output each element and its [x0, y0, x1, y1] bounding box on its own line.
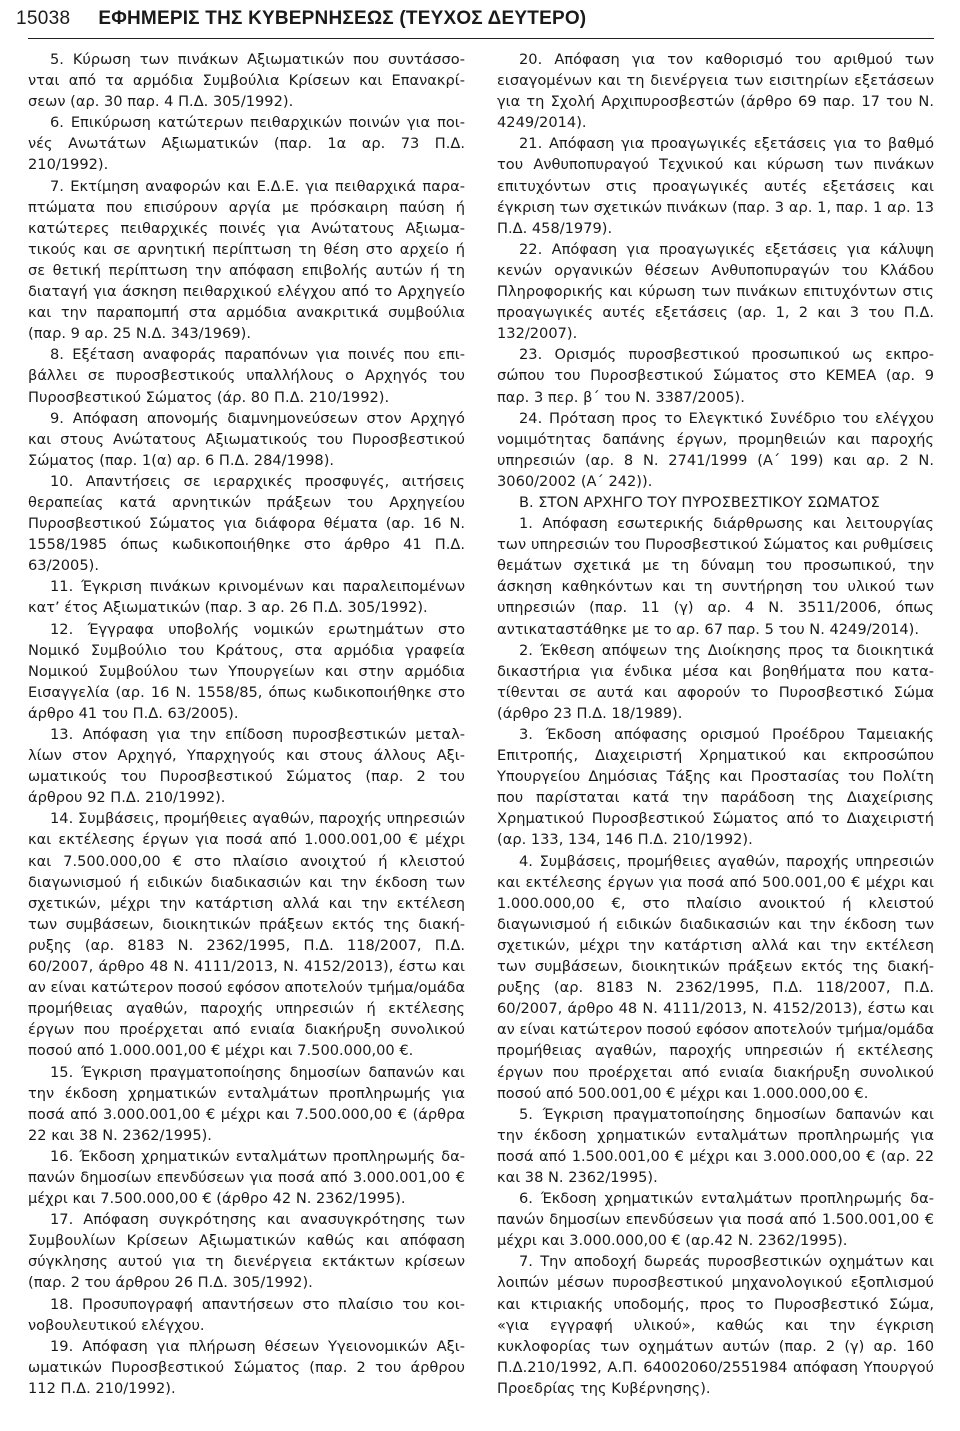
paragraph: 8. Εξέταση αναφοράς παραπόνων για ποινές που επιβάλλει σε πυροσβεστικούς υπαλλήλους ο Αρχηγός του Πυροσβεστικού Σώματος (άρ. 80 Π.Δ. 210/1992). — [28, 346, 465, 406]
paragraph: 24. Πρόταση προς το Ελεγκτικό Συνέδριο του ελέγχου νομιμότητας δαπάνης έργων, προμηθειών και παροχής υπηρεσιών (αρ. 8 Ν. 2741/1999 (Α΄ 199) και αρ. 2 Ν. 3060/2002 (Α΄ 242)). — [497, 409, 934, 490]
paragraph: 7. Την αποδοχή δωρεάς πυροσβεστικών οχημάτων και λοιπών μέσων πυροσβεστικού μηχανολογικού εξοπλισμού και κτιριακής υποδομής, προς το Πυροσβεστικό Σώμα, «για εγγραφή υλικού», καθώς και την έγκριση κυκλοφορίας των οχημάτων αυτών (παρ. 2 (γ) αρ. 160 Π.Δ.210/1992, Α.Π. 64002060/2551984 απόφαση Υπουργού Προεδρίας της Κυβέρνησης). — [497, 1253, 934, 1397]
page-number: 15038 — [16, 8, 71, 29]
paragraph: 13. Απόφαση για την επίδοση πυροσβεστικών μεταλλίων στον Αρχηγό, Υπαρχηγούς και στους άλλους Αξιωματικούς του Πυροσβεστικού Σώματος (παρ. 2 του άρθρου 92 Π.Δ. 210/1992). — [28, 726, 465, 807]
paragraph: 21. Απόφαση για προαγωγικές εξετάσεις για το βαθμό του Ανθυποπυραγού Τεχνικού και κύρωση των πινάκων επιτυχόντων στις προαγωγικές αυτές εξετάσεις και έγκριση των σχετικών πινάκων (παρ. 3 αρ. 1, παρ. 1 αρ. 13 Π.Δ. 458/1979). — [497, 135, 934, 237]
paragraph: 1. Απόφαση εσωτερικής διάρθρωσης και λειτουργίας των υπηρεσιών του Πυροσβεστικού Σώματος και ρυθμίσεις θεμάτων σχετικά με τη δύναμη του προσωπικού, την άσκηση καθηκόντων και τη συντήρηση του υλικού των υπηρεσιών (παρ. 11 (γ) αρ. 4 Ν. 3511/2006, όπως αντικαταστάθηκε με το αρ. 67 παρ. 5 του Ν. 4249/2014). — [497, 515, 934, 638]
paragraph: 5. Κύρωση των πινάκων Αξιωματικών που συντάσσονται από τα αρμόδια Συμβούλια Κρίσεων και Επανακρίσεων (αρ. 30 παρ. 4 Π.Δ. 305/1992). — [28, 51, 465, 111]
paragraph: 2. Έκθεση απόψεων της Διοίκησης προς τα διοικητικά δικαστήρια για ένδικα μέσα και βοηθήματα που κατατίθενται σε αυτά και αφορούν το Πυροσβεστικό Σώμα (άρθρο 23 Π.Δ. 18/1989). — [497, 641, 934, 722]
section-heading: Β. ΣΤΟΝ ΑΡΧΗΓΟ ΤΟΥ ΠΥΡΟΣΒΕΣΤΙΚΟΥ ΣΩΜΑΤΟΣ — [519, 493, 880, 511]
paragraph: 12. Έγγραφα υποβολής νομικών ερωτημάτων στο Νομικό Συμβούλιο του Κράτους, στα αρμόδια γραφεία Νομικού Συμβούλου των Υπουργείων και στην αρμόδια Εισαγγελία (αρ. 16 Ν. 1558/85, όπως κωδικοποιήθηκε στο άρθρο 41 του Π.Δ. 63/2005). — [28, 620, 465, 722]
paragraph: 4. Συμβάσεις, προμήθειες αγαθών, παροχής υπηρεσιών και εκτέλεσης έργων για ποσά από 500.001,00 € μέχρι και 1.000.000,00 €, στο πλαίσιο ανοικτού ή κλειστού διαγωνισμού ή ειδικών διαδικασιών και την έκδοση των σχετικών, μέχρι την κατάρτιση αλλά και την εκτέλεση των συμβάσεων, διοικητικών πράξεων εκτός της διακήρυξης (αρ. 8183 Ν. 2362/1995, Π.Δ. 118/2007, Π.Δ. 60/2007, άρθρο 48 Ν. 4111/2013, Ν. 4152/2013), έστω και αν είναι κατώτερον ποσού εφόσον αποτελούν τμήμα/ομάδα προμήθειας αγαθών, παροχής υπηρεσιών ή εκτέλεσης έργων που προέρχεται από ενιαία διακήρυξη συνολικού ποσού από 500.001,00 € μέχρι και 1.000.000,00 €. — [497, 852, 934, 1102]
paragraph: 10. Απαντήσεις σε ιεραρχικές προσφυγές, αιτήσεις θεραπείας κατά αρνητικών πράξεων του Αρχηγείου Πυροσβεστικού Σώματος για διάφορα θέματα (αρ. 16 Ν. 1558/1985 όπως κωδικοποιήθηκε στο άρθρο 41 Π.Δ. 63/2005). — [28, 472, 465, 575]
paragraph: 3. Έκδοση απόφασης ορισμού Προέδρου Ταμειακής Επιτροπής, Διαχειριστή Χρηματικού και εκπροσώπου Υπουργείου Δημόσιας Τάξης και Προστασίας του Πολίτη που παρίσταται κατά την παράδοση της Διαχείρισης Χρηματικού Πυροσβεστικού Σώματος από το Διαχειριστή (αρ. 133, 134, 146 Π.Δ. 210/1992). — [497, 726, 934, 849]
paragraph: 5. Έγκριση πραγματοποίησης δημοσίων δαπανών και την έκδοση χρηματικών ενταλμάτων προπληρωμής για ποσά από 1.500.001,00 € μέχρι και 3.000.000,00 € (αρ. 22 και 38 Ν. 2362/1995). — [497, 1105, 934, 1186]
right-column — [497, 49, 934, 1399]
paragraph: 20. Απόφαση για τον καθορισμό του αριθμού των εισαγομένων και τη διενέργεια των εισιτηρίων εξετάσεων για τη Σχολή Αρχιπυροσβεστών (άρθρο 69 παρ. 17 του Ν. 4249/2014). — [497, 51, 934, 132]
paragraph: 9. Απόφαση απονομής διαμνημονεύσεων στον Αρχηγό και στους Ανώτατους Αξιωματικούς του Πυροσβεστικού Σώματος (παρ. 1(α) αρ. 6 Π.Δ. 284/1998). — [28, 409, 465, 469]
paragraph: 14. Συμβάσεις, προμήθειες αγαθών, παροχής υπηρεσιών και εκτέλεσης έργων για ποσά από 1.000.001,00 € μέχρι και 7.500.000,00 € στο πλαίσιο ανοιχτού ή κλειστού διαγωνισμού ή ειδικών διαδικασιών και την έκδοση των σχετικών, μέχρι την κατάρτιση αλλά και την εκτέλεση των συμβάσεων, διοικητικών πράξεων εκτός της διακήρυξης (αρ. 8183 Ν. 2362/1995, Π.Δ. 118/2007, Π.Δ. 60/2007, άρθρο 48 Ν. 4111/2013, Ν. 4152/2013), έστω και αν είναι κατώτερον ποσού εφόσον αποτελούν τμήμα/ομάδα προμήθειας αγαθών, παροχής υπηρεσιών ή εκτέλεσης έργων που προέρχεται από ενιαία διακήρυξη συνολικού ποσού από 1.000.001,00 € μέχρι και 7.500.000,00 €. — [28, 810, 465, 1060]
text-columns — [28, 49, 934, 1399]
paragraph: 6. Επικύρωση κατώτερων πειθαρχικών ποινών για ποινές Ανωτάτων Αξιωματικών (παρ. 1α αρ. 73 Π.Δ. 210/1992). — [28, 114, 465, 174]
paragraph: 18. Προσυπογραφή απαντήσεων στο πλαίσιο του κοινοβουλευτικού ελέγχου. — [28, 1295, 465, 1334]
paragraph: 16. Έκδοση χρηματικών ενταλμάτων προπληρωμής δαπανών δημοσίων επενδύσεων για ποσά από 3.000.001,00 € μέχρι και 7.500.000,00 € (άρθρο 42 Ν. 2362/1995). — [28, 1147, 465, 1208]
paragraph: 22. Απόφαση για προαγωγικές εξετάσεις για κάλυψη κενών οργανικών θέσεων Ανθυποπυραγών του Κλάδου Πληροφορικής και κύρωση των πινάκων επιτυχόντων στις προαγωγικές αυτές εξετάσεις (αρ. 1, 2 και 3 του Π.Δ. 132/2007). — [497, 240, 934, 343]
page-header — [16, 0, 934, 39]
paragraph: 17. Απόφαση συγκρότησης και ανασυγκρότησης των Συμβουλίων Κρίσεων Αξιωματικών καθώς και απόφαση σύγκλησης αυτού για τη διενέργεια εκτάκτων κρίσεων (παρ. 2 του άρθρου 26 Π.Δ. 305/1992). — [28, 1211, 465, 1292]
paragraph: 6. Έκδοση χρηματικών ενταλμάτων προπληρωμής δαπανών δημοσίων επενδύσεων για ποσά από 1.500.001,00 € μέχρι και 3.000.000,00 € (αρ.42 Ν. 2362/1995). — [497, 1190, 934, 1250]
left-column — [28, 49, 465, 1399]
paragraph: 23. Ορισμός πυροσβεστικού προσωπικού ως εκπροσώπου του Πυροσβεστικού Σώματος στο ΚΕΜΕΑ (αρ. 9 παρ. 3 περ. β΄ του Ν. 3387/2005). — [497, 346, 934, 406]
paragraph: 7. Εκτίμηση αναφορών και Ε.Δ.Ε. για πειθαρχικά παραπτώματα που επισύρουν αργία με πρόσκαιρη παύση ή κατώτερες πειθαρχικές ποινές για Ανώτατους Αξιωματικούς και σε αρνητική περίπτωση τη θέση στο αρχείο ή σε θετική περίπτωση την απόφαση επιβολής αυτών ή τη διαταγή για άσκηση πειθαρχικού ελέγχου από το Αρχηγείο και την παραπομπή στα αρμόδια ανακριτικά συμβούλια (παρ. 9 αρ. 25 Ν.Δ. 343/1969). — [28, 177, 465, 343]
paragraph: 15. Έγκριση πραγματοποίησης δημοσίων δαπανών και την έκδοση χρηματικών ενταλμάτων προπληρωμής για ποσά από 3.000.001,00 € μέχρι και 7.500.000,00 € (άρθρα 22 και 38 Ν. 2362/1995). — [28, 1063, 465, 1144]
paragraph: 11. Έγκριση πινάκων κρινομένων και παραλειπομένων κατ’ έτος Αξιωματικών (παρ. 3 αρ. 26 Π.Δ. 305/1992). — [28, 578, 465, 617]
gazette-title: ΕΦΗΜΕΡΙΣ ΤΗΣ ΚΥΒΕΡΝΗΣΕΩΣ (ΤΕΥΧΟΣ ΔΕΥΤΕΡΟ) — [98, 8, 587, 29]
paragraph: 19. Απόφαση για πλήρωση θέσεων Υγειονομικών Αξιωματικών Πυροσβεστικού Σώματος (παρ. 2 του άρθρου 112 Π.Δ. 210/1992). — [28, 1337, 465, 1397]
